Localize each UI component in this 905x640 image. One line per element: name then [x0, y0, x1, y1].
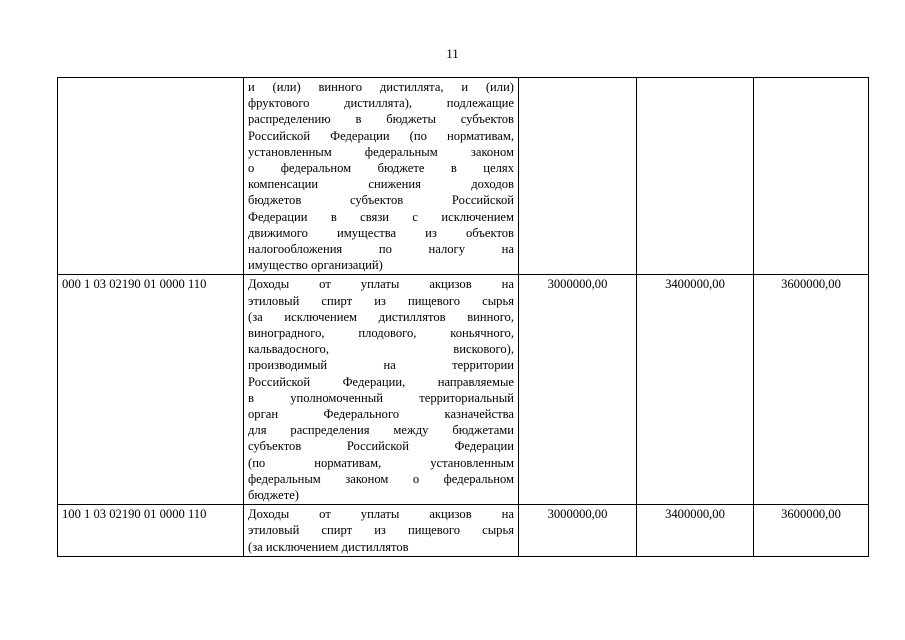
table-row	[58, 275, 869, 505]
revenue-name-line: в уполномоченный территориальный	[248, 390, 514, 405]
revenue-name-line: Доходы от уплаты акцизов на	[248, 277, 514, 292]
revenue-name-line: кальвадосного, вискового),	[248, 342, 514, 357]
revenue-name-line: Доходы от уплаты акцизов на	[248, 507, 514, 522]
revenue-name-line: фруктового дистиллята), подлежащие	[248, 96, 514, 111]
revenue-name-line: налогообложения по налогу на	[248, 242, 514, 257]
revenue-name-line: для распределения между бюджетами	[248, 423, 514, 438]
revenue-name-line: производимый на территории	[248, 358, 514, 373]
revenue-name-line: федеральным законом о федеральном	[248, 471, 514, 486]
revenue-name-cell	[244, 505, 519, 557]
amount-year1-cell	[519, 78, 637, 275]
table-row	[58, 505, 869, 557]
revenue-name-line: этиловый спирт из пищевого сырья	[248, 293, 514, 308]
revenue-name-line: бюджете)	[248, 488, 299, 503]
revenue-name-line: распределению в бюджеты субъектов	[248, 112, 514, 127]
revenue-name-line: Федерации в связи с исключением	[248, 209, 514, 224]
amount-year2-cell: 3400000,00	[637, 505, 754, 557]
revenue-name-line: установленным федеральным законом	[248, 144, 514, 159]
revenue-name-line: Российской Федерации (по нормативам,	[248, 128, 514, 143]
revenue-name-line: субъектов Российской Федерации	[248, 439, 514, 454]
amount-year3-cell	[754, 78, 869, 275]
revenue-name-line: о федеральном бюджете в целях	[248, 161, 514, 176]
revenue-name-line: движимого имущества из объектов	[248, 225, 514, 240]
revenue-table	[57, 77, 869, 557]
amount-year1-cell: 3000000,00	[519, 505, 637, 557]
amount-year2-cell	[637, 78, 754, 275]
revenue-name-cell	[244, 275, 519, 505]
revenue-name-line: этиловый спирт из пищевого сырья	[248, 523, 514, 538]
revenue-name-line: (по нормативам, установленным	[248, 455, 514, 470]
revenue-name-line: (за исключением дистиллятов	[248, 539, 409, 554]
budget-code-cell	[58, 78, 244, 275]
revenue-name-line: (за исключением дистиллятов винного,	[248, 309, 514, 324]
revenue-name-line: и (или) винного дистиллята, и (или)	[248, 80, 514, 94]
amount-year3-cell: 3600000,00	[754, 505, 869, 557]
revenue-name-line: компенсации снижения доходов	[248, 177, 514, 192]
amount-year1-cell: 3000000,00	[519, 275, 637, 505]
revenue-name-cell	[244, 78, 519, 275]
revenue-name-line: имущество организаций)	[248, 258, 383, 273]
revenue-name-line: Российской Федерации, направляемые	[248, 374, 514, 389]
budget-code-cell: 100 1 03 02190 01 0000 110	[58, 505, 244, 557]
budget-code-cell: 000 1 03 02190 01 0000 110	[58, 275, 244, 505]
page-number: 11	[446, 46, 459, 61]
revenue-name-line: орган Федерального казначейства	[248, 407, 514, 422]
amount-year2-cell: 3400000,00	[637, 275, 754, 505]
revenue-name-line: бюджетов субъектов Российской	[248, 193, 514, 208]
amount-year3-cell: 3600000,00	[754, 275, 869, 505]
revenue-name-line: виноградного, плодового, коньячного,	[248, 326, 514, 341]
table-row	[58, 78, 869, 275]
